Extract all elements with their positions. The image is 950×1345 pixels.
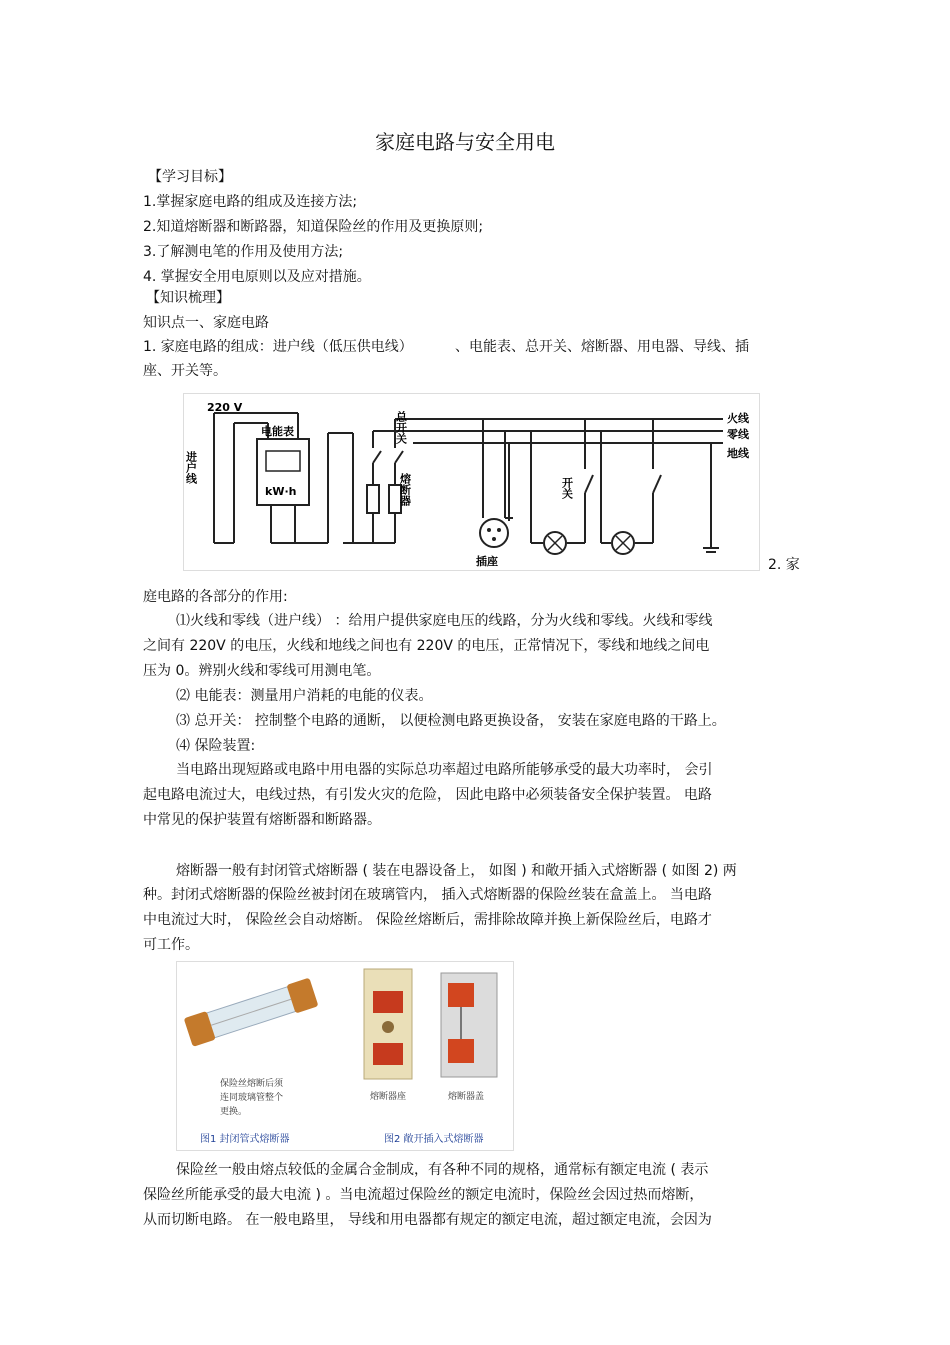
paragraph-text: 之间有 220V 的电压，火线和地线之间也有 220V 的电压，正常情况下，零线和地线之间电 (143, 638, 710, 654)
goals-heading: 【学习目标】 (148, 169, 232, 185)
paragraph-text: 熔断器一般有封闭管式熔断器 ( 装在电器设备上， 如图 ) 和敞开插入式熔断器 ( 如图 2) 两 (176, 863, 737, 879)
figure-1-caption: 图1 封闭管式熔断器 (200, 1134, 290, 1145)
goal-item: 3.了解测电笔的作用及使用方法; (143, 244, 344, 260)
voltage-label: 220 V (207, 401, 243, 414)
section-heading: 知识点一、家庭电路 (143, 315, 269, 331)
paragraph-text: ⑶ 总开关： 控制整个电路的通断， 以便检测电路更换设备， 安装在家庭电路的干路上。 (176, 713, 726, 729)
composition-text: 、电能表、总开关、熔断器、用电器、导线、插 (455, 339, 749, 355)
meter-unit-label: kW·h (265, 485, 297, 498)
fuse-base-label: 熔断器座 (370, 1092, 407, 1102)
paragraph-text: 中常见的保护装置有熔断器和断路器。 (143, 812, 381, 828)
goal-item: 1.掌握家庭电路的组成及连接方法; (143, 194, 358, 210)
composition-text: 座、开关等。 (143, 363, 227, 379)
incoming-line-label: 进户线 (184, 451, 198, 484)
live-wire-label: 火线 (727, 412, 749, 425)
paragraph-text: 可工作。 (143, 937, 199, 953)
knowledge-heading: 【知识梳理】 (146, 290, 230, 306)
tube-fuse-note: 连同玻璃管整个 (220, 1093, 284, 1103)
neutral-wire-label: 零线 (727, 428, 749, 441)
paragraph-text: 中电流过大时， 保险丝会自动熔断。 保险丝熔断后，需排除故障并换上新保险丝后，电路才 (143, 912, 712, 928)
paragraph-text: ⑴火线和零线（进户线） ：给用户提供家庭电压的线路，分为火线和零线。火线和零线 (176, 613, 713, 629)
paragraph-text: ⑷ 保险装置: (176, 738, 256, 754)
paragraph-text: 2. 家 (768, 557, 800, 573)
ground-wire-label: 地线 (727, 447, 749, 460)
tube-fuse-note: 保险丝熔断后须 (220, 1079, 284, 1089)
paragraph-text: 从而切断电路。 在一般电路里， 导线和用电器都有规定的额定电流，超过额定电流，会因为 (143, 1212, 712, 1228)
paragraph-text: 起电路电流过大，电线过热，有引发火灾的危险， 因此电路中必须装备安全保护装置。 电路 (143, 787, 712, 803)
paragraph-text: 保险丝一般由熔点较低的金属合金制成，有各种不同的规格，通常标有额定电流 ( 表示 (176, 1162, 709, 1178)
paragraph-text: 压为 0。辨别火线和零线可用测电笔。 (143, 663, 381, 679)
figure-2-caption: 图2 敞开插入式熔断器 (384, 1134, 484, 1145)
switch-label: 开关 (560, 477, 574, 499)
paragraph-text: 种。封闭式熔断器的保险丝被封闭在玻璃管内， 插入式熔断器的保险丝装在盒盖上。 当电路 (143, 887, 712, 903)
paragraph-text: 当电路出现短路或电路中用电器的实际总功率超过电路所能够承受的最大功率时， 会引 (176, 762, 713, 778)
goal-item: 2.知道熔断器和断路器，知道保险丝的作用及更换原则; (143, 219, 484, 235)
meter-label: 电能表 (261, 425, 294, 438)
goal-item: 4. 掌握安全用电原则以及应对措施。 (143, 269, 371, 285)
tube-fuse-note: 更换。 (220, 1107, 248, 1117)
composition-text: 1. 家庭电路的组成：进户线（低压供电线） (143, 339, 413, 355)
paragraph-text: 保险丝所能承受的最大电流 ) 。当电流超过保险丝的额定电流时，保险丝会因过热而熔断， (143, 1187, 704, 1203)
main-switch-label: 总开关 (394, 411, 408, 444)
paragraph-text: ⑵ 电能表：测量用户消耗的电能的仪表。 (176, 688, 433, 704)
fuse-label: 熔断器 (398, 473, 412, 506)
paragraph-text: 庭电路的各部分的作用: (143, 589, 288, 605)
page-title: 家庭电路与安全用电 (375, 130, 555, 154)
socket-label: 插座 (476, 555, 498, 568)
fuse-cover-label: 熔断器盖 (448, 1092, 485, 1102)
fuse-illustration (176, 961, 514, 1151)
circuit-diagram (183, 393, 760, 571)
